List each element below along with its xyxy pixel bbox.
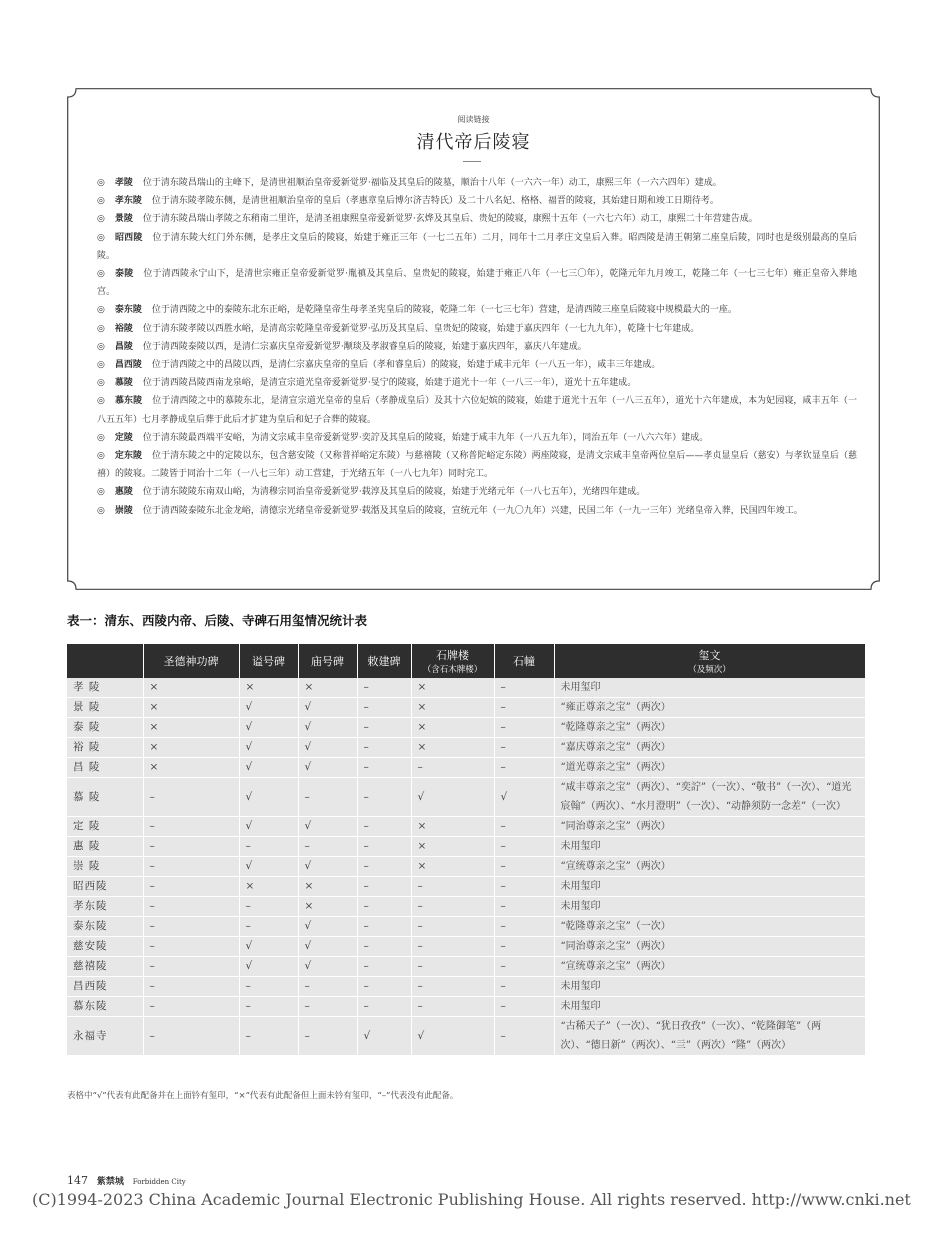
mausoleum-entry [97,447,857,483]
header-sub: （含石木牌楼） [422,665,483,675]
mausoleum-name: 慕东陵 [114,396,143,407]
mark-cell: – [494,1017,554,1056]
seal-text-cell: “乾隆尊亲之宝”（两次） [554,718,865,738]
seal-text-cell: “宣统尊亲之宝”（两次） [554,857,865,877]
mark-cell: – [411,977,494,997]
bullet-icon: ◎ [97,378,105,389]
page-number: 147 [67,1174,88,1187]
mark-cell: – [239,837,298,857]
mark-cell: – [239,997,298,1017]
sidebar-title: 清代帝后陵寝 [416,132,531,153]
mark-cell: – [143,877,239,897]
seal-text-cell: “宣统尊亲之宝”（两次） [554,957,865,977]
row-name: 昭西陵 [67,877,143,897]
mausoleum-name: 昌陵 [114,341,133,352]
mausoleum-description: 位于清东陵昌瑞山的主峰下，是清世祖顺治皇帝爱新觉罗·福临及其皇后的陵墓，顺治十八年（一六六一年）动工，康熙三年（一六六四年）建成。 [142,178,722,188]
mark-cell: √ [298,718,357,738]
mark-cell: √ [239,937,298,957]
mausoleum-name: 惠陵 [114,487,133,498]
mark-cell: √ [298,817,357,837]
mark-cell: √ [298,937,357,957]
mark-cell: – [357,678,411,698]
mark-cell: – [143,957,239,977]
seal-text-cell: “雍正尊亲之宝”（两次） [554,698,865,718]
mark-cell: – [494,857,554,877]
mausoleum-entry [97,174,857,192]
mausoleum-entry [97,338,857,356]
mark-cell: – [239,1017,298,1056]
mausoleum-name: 崇陵 [114,505,133,516]
mark-cell: × [143,698,239,718]
mark-cell: – [298,977,357,997]
table-row [67,817,865,837]
mark-cell: – [143,997,239,1017]
mark-cell: – [494,698,554,718]
mark-cell: × [298,877,357,897]
table-row [67,718,865,738]
row-name: 惠 陵 [67,837,143,857]
mausoleum-name: 昭西陵 [115,232,143,243]
row-name: 泰东陵 [67,917,143,937]
mark-cell: √ [239,857,298,877]
mark-cell: – [239,917,298,937]
mausoleum-name: 定东陵 [114,451,143,462]
row-name: 昌 陵 [67,758,143,778]
mark-cell: – [143,937,239,957]
mark-cell: – [239,977,298,997]
mark-cell: – [357,718,411,738]
mark-cell: × [239,877,298,897]
mausoleum-description: 位于清东陵昌瑞山孝陵之东稍南二里许，是清圣祖康熙皇帝爱新觉罗·玄烨及其皇后、贵妃的陵寝，康熙十五年（一六七六年）动工，康熙二十年营建告成。 [142,214,758,225]
mausoleum-entry [97,210,857,228]
bullet-icon: ◎ [97,505,105,516]
mark-cell: √ [298,698,357,718]
mark-cell: – [298,837,357,857]
bullet-icon: ◎ [97,487,105,498]
seal-text-cell: 未用玺印 [554,897,865,917]
mausoleum-entry [97,320,857,338]
row-name: 慕东陵 [67,997,143,1017]
mark-cell: – [239,897,298,917]
mark-cell: – [357,917,411,937]
mark-cell: √ [298,857,357,877]
reading-link-sidebar [67,88,880,590]
seal-statistics-table [67,644,866,1056]
table-body [67,678,865,1056]
mausoleum-description: 位于清西陵之中的慕陵东北，是清宣宗道光皇帝的皇后（孝静成皇后）及其十六位妃嫔的陵寝，始建于道光十五年（一八三五年），道光十六年建成，本为妃园寝，咸丰五年（一八五五年）七月孝静成皇后葬于此后才扩建为皇后和妃子合葬的陵寝。 [97,396,857,425]
table-row [67,977,865,997]
magazine-name-en: Forbidden City [132,1178,186,1186]
bullet-icon: ◎ [97,360,105,371]
mark-cell: √ [239,698,298,718]
mark-cell: – [494,837,554,857]
bullet-icon: ◎ [97,432,105,443]
table-row [67,758,865,778]
mark-cell: √ [239,718,298,738]
mausoleum-entry [97,429,857,447]
mark-cell: – [143,778,239,817]
table-row [67,738,865,758]
header-cell: 庙号碑 [298,644,357,678]
mark-cell: – [494,718,554,738]
mark-cell: – [357,857,411,877]
mausoleum-description: 位于清东陵孝陵以西胜水峪，是清高宗乾隆皇帝爱新觉罗·弘历及其皇后、皇贵妃的陵寝，始建于嘉庆四年（一七九九年），乾隆十七年建成。 [142,323,700,334]
bullet-icon: ◎ [97,323,105,334]
mark-cell: √ [239,817,298,837]
mark-cell: – [143,897,239,917]
mark-cell: – [357,817,411,837]
mausoleum-name: 孝陵 [114,178,133,188]
mark-cell: √ [239,758,298,778]
table-caption: 表一：清东、西陵内帝、后陵、寺碑石用玺情况统计表 [67,613,368,628]
mark-cell: – [494,917,554,937]
mausoleum-entry [97,265,857,301]
mark-cell: – [494,738,554,758]
seal-text-cell: 未用玺印 [554,977,865,997]
mausoleum-name: 景陵 [114,214,133,225]
mausoleum-description: 位于清东陵大红门外东侧，是孝庄文皇后的陵寝，始建于雍正三年（一七二五年）二月，同年十二月孝庄文皇后入葬。昭西陵是清王朝第二座皇后陵，同时也是级别最高的皇后陵。 [97,232,857,261]
sidebar-label: 阅读链接 [457,115,490,124]
header-cell [411,644,494,678]
mausoleum-description: 位于清东陵陵东南双山峪，为清穆宗同治皇帝爱新觉罗·载淳及其皇后的陵寝，始建于光绪元年（一八七五年），光绪四年建成。 [142,487,646,498]
mark-cell: – [494,758,554,778]
row-name: 裕 陵 [67,738,143,758]
page-footer [67,1174,186,1187]
mark-cell: – [411,997,494,1017]
bullet-icon: ◎ [97,341,105,352]
header-cell [554,644,865,678]
mark-cell: × [143,678,239,698]
magazine-name: 紫禁城 [96,1177,124,1187]
table-header-row [67,644,865,678]
bullet-icon: ◎ [97,196,105,207]
mark-cell: – [411,937,494,957]
mark-cell: √ [357,1017,411,1056]
mark-cell: × [411,678,494,698]
mausoleum-entry [97,229,857,265]
seal-text-cell: “咸丰尊亲之宝”（两次）、“奕詝”（一次）、“敬书”（一次）、“道光宸翰”（两次）、“水月澄明”（一次）、“动静须防一念差”（一次） [554,778,865,817]
row-name: 昌西陵 [67,977,143,997]
mark-cell: – [411,897,494,917]
seal-text-cell: “乾隆尊亲之宝”（一次） [554,917,865,937]
table-row [67,957,865,977]
mark-cell: – [357,877,411,897]
mark-cell: × [411,738,494,758]
table-row [67,778,865,817]
mausoleum-description: 位于清西陵永宁山下，是清世宗雍正皇帝爱新觉罗·胤禛及其皇后、皇贵妃的陵寝，始建于雍正八年（一七三〇年），乾隆元年九月竣工，乾隆二年（一七三七年）雍正皇帝入葬地宫。 [97,269,857,298]
bullet-icon: ◎ [97,451,105,462]
mark-cell: × [411,817,494,837]
table-row [67,857,865,877]
mark-cell: – [357,758,411,778]
mausoleum-name: 泰陵 [115,269,134,280]
mausoleum-entry [97,483,857,501]
mark-cell: × [143,718,239,738]
mark-cell: – [143,977,239,997]
mausoleum-description: 位于清东陵最西端平安峪，为清文宗咸丰皇帝爱新觉罗·奕詝及其皇后的陵寝，始建于咸丰九年（一八五九年），同治五年（一八六六年）建成。 [142,432,709,443]
mark-cell: – [494,937,554,957]
table-row [67,877,865,897]
row-name: 慈禧陵 [67,957,143,977]
row-name: 慈安陵 [67,937,143,957]
mark-cell: × [411,718,494,738]
mausoleum-description: 位于清东陵孝陵东侧，是清世祖顺治皇帝的皇后（孝惠章皇后博尔济吉特氏）及二十八名妃、格格、福晋的陵寝，其始建日期和竣工日期待考。 [151,196,719,207]
mark-cell: – [411,957,494,977]
bullet-icon: ◎ [97,305,105,316]
row-name: 泰 陵 [67,718,143,738]
header-sub: （及频次） [688,665,731,675]
mark-cell: × [411,857,494,877]
mausoleum-description: 位于清西陵泰陵东北金龙峪，清德宗光绪皇帝爱新觉罗·载湉及其皇后的陵寝，宣统元年（一九〇九年）兴建，民国二年（一九一三年）光绪皇帝入葬，民国四年竣工。 [142,505,803,516]
mark-cell: – [357,937,411,957]
mark-cell: √ [239,738,298,758]
mausoleum-list [97,174,857,520]
mausoleum-description: 位于清东陵之中的定陵以东，包含慈安陵（又称普祥峪定东陵）与慈禧陵（又称普陀峪定东陵）两座陵寝，是清文宗咸丰皇帝两位皇后——孝贞显皇后（慈安）与孝钦显皇后（慈禧）的陵寝。二陵皆于同治十二年（一八七三年）动工营建，于光绪五年（一八七九年）同时完工。 [97,451,857,480]
mausoleum-entry [97,502,857,520]
header-cell: 敕建碑 [357,644,411,678]
mark-cell: – [357,977,411,997]
mark-cell: √ [411,1017,494,1056]
mark-cell: – [357,778,411,817]
table-row [67,917,865,937]
row-name: 定 陵 [67,817,143,837]
copyright-notice: (C)1994-2023 China Academic Journal Electronic Publishing House. All rights reserved. http://www.cnki.net [32,1190,911,1209]
bullet-icon: ◎ [97,269,106,280]
bullet-icon: ◎ [97,396,105,407]
mausoleum-name: 泰东陵 [114,305,142,316]
header-cell: 圣德神功碑 [143,644,239,678]
mark-cell: – [357,957,411,977]
table-row [67,837,865,857]
mausoleum-name: 慕陵 [114,378,133,389]
mausoleum-description: 位于清西陵之中的昌陵以西，是清仁宗嘉庆皇帝的皇后（孝和睿皇后）的陵寝，始建于咸丰元年（一八五一年），咸丰三年建成。 [151,360,661,371]
mausoleum-name: 裕陵 [114,323,133,334]
title-divider [463,161,481,162]
mark-cell: – [298,997,357,1017]
mark-cell: – [143,817,239,837]
table-row [67,1017,865,1056]
mark-cell: – [494,817,554,837]
mark-cell: – [411,917,494,937]
mausoleum-description: 位于清西陵之中的泰陵东北东正峪，是乾隆皇帝生母孝圣宪皇后的陵寝，乾隆二年（一七三七年）营建，是清西陵三座皇后陵寝中规模最大的一座。 [151,305,737,316]
mark-cell: × [298,897,357,917]
mark-cell: √ [298,758,357,778]
mausoleum-description: 位于清西陵泰陵以西，是清仁宗嘉庆皇帝爱新觉罗·颙琰及孝淑睿皇后的陵寝，始建于嘉庆四年，嘉庆八年建成。 [142,341,587,352]
mark-cell: – [143,1017,239,1056]
seal-text-cell: 未用玺印 [554,997,865,1017]
seal-text-cell: 未用玺印 [554,837,865,857]
mark-cell: × [239,678,298,698]
mark-cell: – [298,1017,357,1056]
mark-cell: – [357,897,411,917]
mark-cell: √ [239,778,298,817]
seal-text-cell: “同治尊亲之宝”（两次） [554,937,865,957]
mark-cell: √ [298,957,357,977]
header-cell: 谥号碑 [239,644,298,678]
mark-cell: × [411,698,494,718]
mausoleum-entry [97,301,857,319]
table-row [67,678,865,698]
mark-cell: √ [411,778,494,817]
seal-text-cell: “嘉庆尊亲之宝”（两次） [554,738,865,758]
bullet-icon: ◎ [97,232,106,243]
mausoleum-entry [97,374,857,392]
mark-cell: √ [494,778,554,817]
mark-cell: – [494,997,554,1017]
mark-cell: – [494,897,554,917]
mark-cell: – [357,837,411,857]
seal-text-cell: 未用玺印 [554,678,865,698]
mark-cell: – [411,758,494,778]
mausoleum-name: 定陵 [114,432,133,443]
header-main: 石牌楼 [436,649,469,662]
table-row [67,997,865,1017]
mark-cell: – [357,738,411,758]
mark-cell: √ [298,917,357,937]
mausoleum-name: 昌西陵 [114,360,142,371]
mark-cell: √ [239,957,298,977]
row-name: 慕 陵 [67,778,143,817]
row-name: 景 陵 [67,698,143,718]
mark-cell: × [411,837,494,857]
seal-text-cell: “同治尊亲之宝”（两次） [554,817,865,837]
header-cell [67,644,143,678]
table-row [67,897,865,917]
seal-text-cell: “古稀天子”（一次）、“犹日孜孜”（一次）、“乾隆御笔”（两次）、“德日新”（两次）、“亖”（两次）“隆”（两次） [554,1017,865,1056]
mark-cell: × [143,738,239,758]
mark-cell: × [143,758,239,778]
table-footnote: 表格中“√”代表有此配备并在上面钤有玺印，“×”代表有此配备但上面未钤有玺印，“–”代表没有此配备。 [67,1091,459,1101]
table-row [67,937,865,957]
mark-cell: – [143,857,239,877]
mark-cell: √ [298,738,357,758]
seal-text-cell: 未用玺印 [554,877,865,897]
mark-cell: – [494,877,554,897]
mark-cell: × [298,678,357,698]
mausoleum-name: 孝东陵 [114,196,142,207]
seal-text-cell: “道光尊亲之宝”（两次） [554,758,865,778]
mark-cell: – [494,977,554,997]
mark-cell: – [357,997,411,1017]
bullet-icon: ◎ [97,178,105,188]
mark-cell: – [411,877,494,897]
mark-cell: – [357,698,411,718]
mausoleum-entry [97,392,857,428]
mark-cell: – [143,917,239,937]
header-cell: 石幢 [494,644,554,678]
mausoleum-description: 位于清西陵昌陵西南龙泉峪，是清宣宗道光皇帝爱新觉罗·旻宁的陵寝，始建于道光十一年（一八三一年），道光十五年建成。 [142,378,637,389]
row-name: 孝东陵 [67,897,143,917]
mausoleum-entry [97,192,857,210]
row-name: 孝 陵 [67,678,143,698]
row-name: 崇 陵 [67,857,143,877]
mausoleum-entry [97,356,857,374]
mark-cell: – [494,678,554,698]
mark-cell: – [298,778,357,817]
header-main: 玺文 [698,649,721,662]
mark-cell: – [494,957,554,977]
bullet-icon: ◎ [97,214,105,225]
row-name: 永福寺 [67,1017,143,1056]
table-row [67,698,865,718]
mark-cell: – [143,837,239,857]
